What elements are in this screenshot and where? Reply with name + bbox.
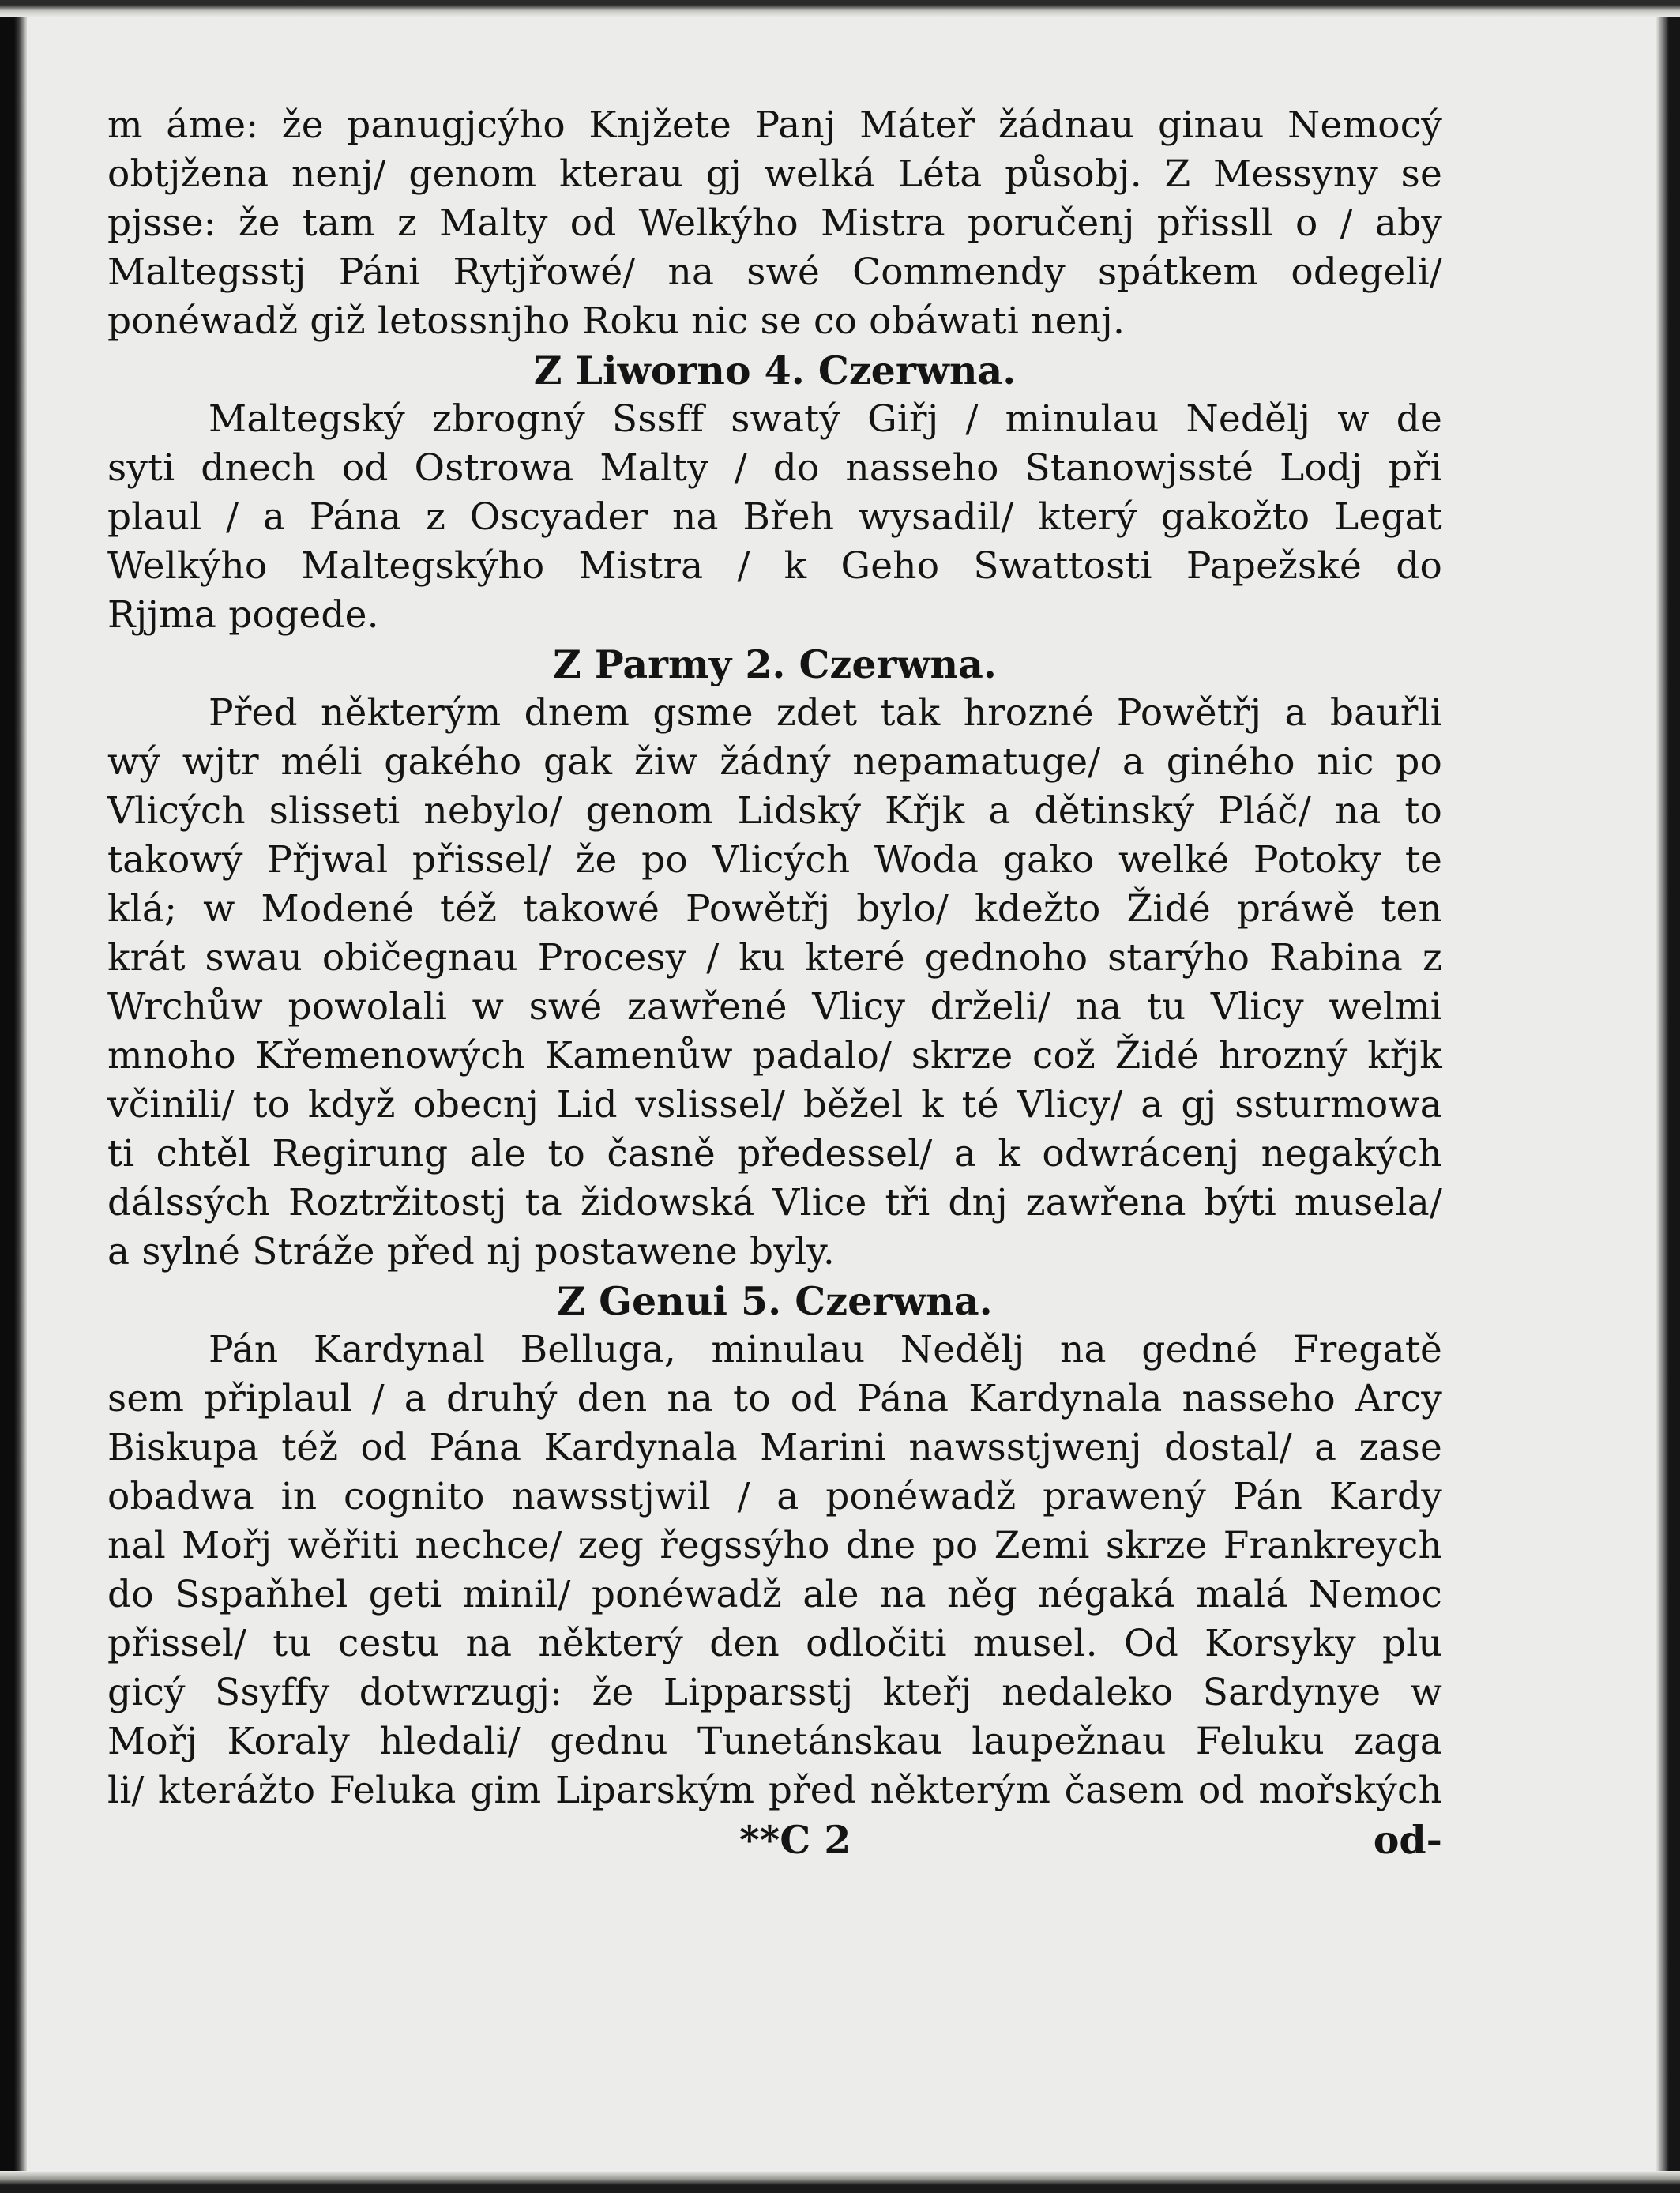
text-line: přissel/ tu cestu na některý den odločiti musel. Od Korsyky plu	[107, 1622, 1442, 1665]
text-line: ti chtěl Regirung ale to časně předessel/ a k odwrácenj negakých	[107, 1132, 1442, 1175]
left-scan-edge	[0, 0, 27, 2193]
text-line: obtjžena nenj/ genom kterau gj welká Léta působj. Z Messyny se	[107, 152, 1442, 196]
text-line: Pán Kardynal Belluga, minulau Nedělj na gedné Fregatě	[209, 1328, 1442, 1371]
signature-mark: **C 2	[739, 1817, 851, 1863]
text-line: gicý Ssyffy dotwrzugj: že Lipparsstj kteřj nedaleko Sardynye w	[107, 1671, 1442, 1714]
text-line: plaul / a Pána z Oscyader na Břeh wysadil/ který gakožto Legat	[107, 495, 1442, 539]
text-line: včinili/ to když obecnj Lid vslissel/ běžel k té Vlicy/ a gj ssturmowa	[107, 1083, 1442, 1127]
section-heading-liworno: Z Liworno 4. Czerwna.	[533, 348, 1017, 393]
text-line: Před některým dnem gsme zdet tak hrozné Powětřj a bauřli	[209, 691, 1442, 735]
text-line: klá; w Modené též takowé Powětřj bylo/ kdežto Židé práwě ten	[107, 887, 1442, 931]
text-line: obadwa in cognito nawsstjwil / a ponéwadž prawený Pán Kardy	[107, 1475, 1442, 1518]
section-heading-genui: Z Genui 5. Czerwna.	[557, 1278, 993, 1324]
text-line: a sylné Stráže před nj postawene byly.	[107, 1230, 835, 1273]
text-line: pjsse: že tam z Malty od Welkýho Mistra poručenj přissll o / aby	[107, 201, 1442, 245]
text-line: do Sspaňhel geti minil/ ponéwadž ale na něg négaká malá Nemoc	[107, 1573, 1442, 1616]
text-line: Welkýho Maltegskýho Mistra / k Geho Swattosti Papežské do	[107, 544, 1442, 588]
top-scan-edge	[0, 0, 1680, 17]
text-line: ponéwadž giž letossnjho Roku nic se co obáwati nenj.	[107, 299, 1126, 343]
section-heading-parmy: Z Parmy 2. Czerwna.	[553, 641, 997, 687]
text-line: Vlicých slisseti nebylo/ genom Lidský Křjk a dětinský Pláč/ na to	[107, 789, 1442, 833]
text-line: syti dnech od Ostrowa Malty / do nasseho Stanowjssté Lodj při	[107, 446, 1442, 490]
text-line: Rjjma pogede.	[107, 593, 379, 637]
text-line: wý wjtr méli gakého gak žiw žádný nepamatuge/ a giného nic po	[107, 740, 1442, 784]
text-line: Maltegsstj Páni Rytjřowé/ na swé Commendy spátkem odegeli/	[107, 250, 1442, 294]
catchword: od-	[1373, 1817, 1442, 1863]
text-line: li/ kterážto Feluka gim Liparským před některým časem od mořských	[107, 1769, 1442, 1812]
text-line: takowý Přjwal přissel/ že po Vlicých Woda gako welké Potoky te	[107, 838, 1442, 882]
text-line: mnoho Křemenowých Kamenůw padalo/ skrze což Židé hrozný křjk	[107, 1034, 1442, 1078]
text-line: dálssých Roztržitostj ta židowská Vlice tři dnj zawřena býti musela/	[107, 1181, 1442, 1224]
text-line: nal Mořj wěřiti nechce/ zeg řegssýho dne po Zemi skrze Frankreych	[107, 1524, 1442, 1567]
text-line: Biskupa též od Pána Kardynala Marini nawsstjwenj dostal/ a zase	[107, 1426, 1442, 1469]
text-line: krát swau običegnau Procesy / ku které gednoho starýho Rabina z	[107, 936, 1442, 980]
right-scan-edge	[1656, 0, 1680, 2193]
text-line: sem připlaul / a druhý den na to od Pána Kardynala nasseho Arcy	[107, 1377, 1442, 1420]
page-footer	[107, 1815, 1442, 1864]
text-line: m áme: že panugjcýho Knjžete Panj Máteř žádnau ginau Nemocý	[107, 103, 1442, 147]
text-line: Maltegský zbrogný Sssff swatý Giřj / minulau Nedělj w de	[209, 397, 1442, 441]
bottom-scan-edge	[0, 2171, 1680, 2193]
text-line: Wrchůw powolali w swé zawřené Vlicy drželi/ na tu Vlicy welmi	[107, 985, 1442, 1029]
text-line: Mořj Koraly hledali/ gednu Tunetánskau laupežnau Feluku zaga	[107, 1720, 1442, 1763]
